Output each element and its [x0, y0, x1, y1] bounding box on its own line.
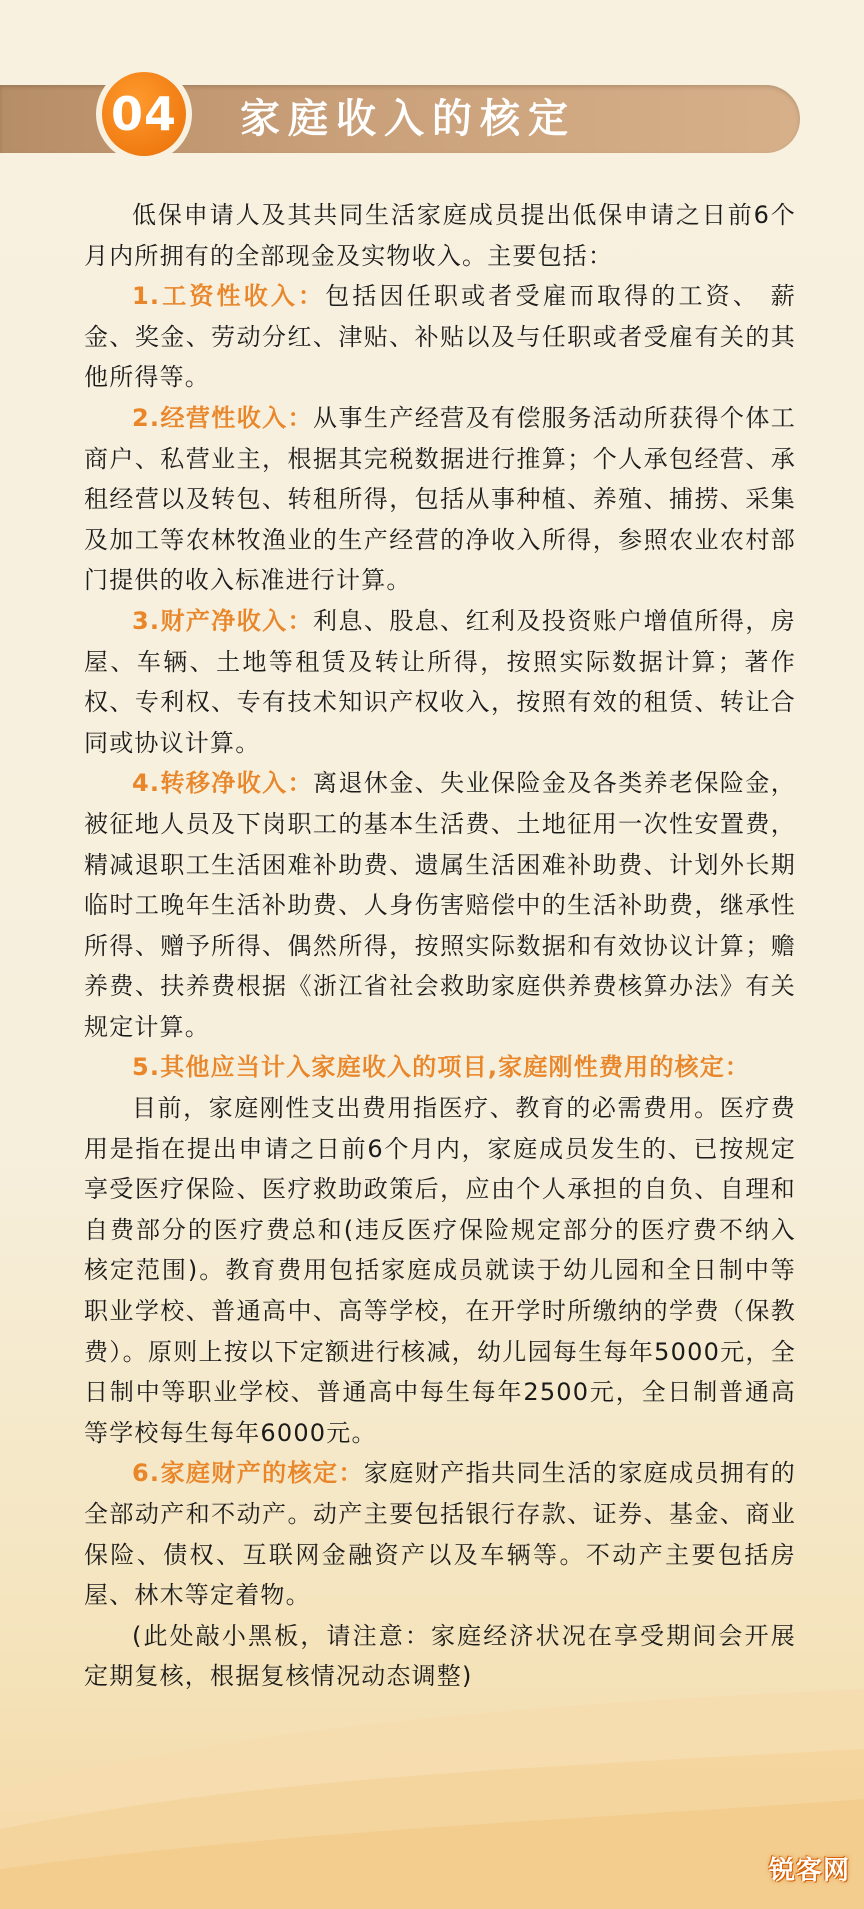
section-number: 04 — [102, 72, 186, 156]
section-5-heading: 5.其他应当计入家庭收入的项目,家庭刚性费用的核定： — [132, 1053, 751, 1082]
page-title: 家庭收入的核定 — [240, 96, 576, 142]
section-6-heading: 6.家庭财产的核定： — [132, 1459, 364, 1488]
document-body — [84, 195, 796, 1697]
section-5-body: 目前，家庭刚性支出费用指医疗、教育的必需费用。医疗费用是指在提出申请之日前6个月内，家庭成员发生的、已按规定享受医疗保险、医疗救助政策后，应由个人承担的自负、自理和自费部分的医疗费总和(违反医疗保险规定部分的医疗费不纳入核定范围)。教育费用包括家庭成员就读于幼儿园和全日制中等职业学校、普通高中、高等学校，在开学时所缴纳的学费（保教费）。原则上按以下定额进行核减，幼儿园每生每年5000元，全日制中等职业学校、普通高中每生每年2500元，全日制普通高等学校每生每年6000元。 — [84, 1094, 796, 1447]
watermark-logo: 锐客网 — [768, 1856, 850, 1886]
section-2-body: 从事生产经营及有偿服务活动所获得个体工商户、私营业主，根据其完税数据进行推算；个人承包经营、承租经营以及转包、转租所得，包括从事种植、养殖、捕捞、采集及加工等农林牧渔业的生产经营的净收入所得，参照农业农村部门提供的收入标准进行计算。 — [84, 403, 796, 595]
section-3-body: 利息、股息、红利及投资账户增值所得，房屋、车辆、土地等租赁及转让所得，按照实际数据计算；著作权、专利权、专有技术知识产权收入，按照有效的租赁、转让合同或协议计算。 — [84, 606, 796, 757]
section-4-body: 离退休金、失业保险金及各类养老保险金，被征地人员及下岗职工的基本生活费、土地征用一次性安置费，精减退职工生活困难补助费、遗属生活困难补助费、计划外长期临时工晚年生活补助费、人身伤害赔偿中的生活补助费，继承性所得、赠予所得、偶然所得，按照实际数据和有效协议计算；赡养费、扶养费根据《浙江省社会救助家庭供养费核算办法》有关规定计算。 — [84, 769, 796, 1041]
section-3 — [84, 601, 796, 763]
section-2 — [84, 398, 796, 601]
section-6 — [84, 1453, 796, 1615]
section-2-heading: 2.经营性收入： — [132, 403, 314, 432]
section-6-body: 家庭财产指共同生活的家庭成员拥有的全部动产和不动产。动产主要包括银行存款、证券、基金、商业保险、债权、互联网金融资产以及车辆等。不动产主要包括房屋、林木等定着物。 — [84, 1459, 796, 1610]
note-paragraph: (此处敲小黑板，请注意：家庭经济状况在享受期间会开展定期复核，根据复核情况动态调整) — [84, 1621, 796, 1691]
section-4-heading: 4.转移净收入： — [132, 769, 314, 798]
section-1-heading: 1.工资性收入： — [132, 282, 326, 311]
section-1 — [84, 276, 796, 398]
section-3-heading: 3.财产净收入： — [132, 606, 314, 635]
section-1-body: 包括因任职或者受雇而取得的工资、 薪金、奖金、劳动分红、津贴、补贴以及与任职或者受雇有关的其他所得等。 — [84, 282, 796, 392]
section-5 — [84, 1047, 796, 1088]
intro-paragraph: 低保申请人及其共同生活家庭成员提出低保申请之日前6个月内所拥有的全部现金及实物收入。主要包括： — [84, 201, 796, 270]
section-4 — [84, 763, 796, 1047]
section-number-badge — [96, 66, 192, 162]
